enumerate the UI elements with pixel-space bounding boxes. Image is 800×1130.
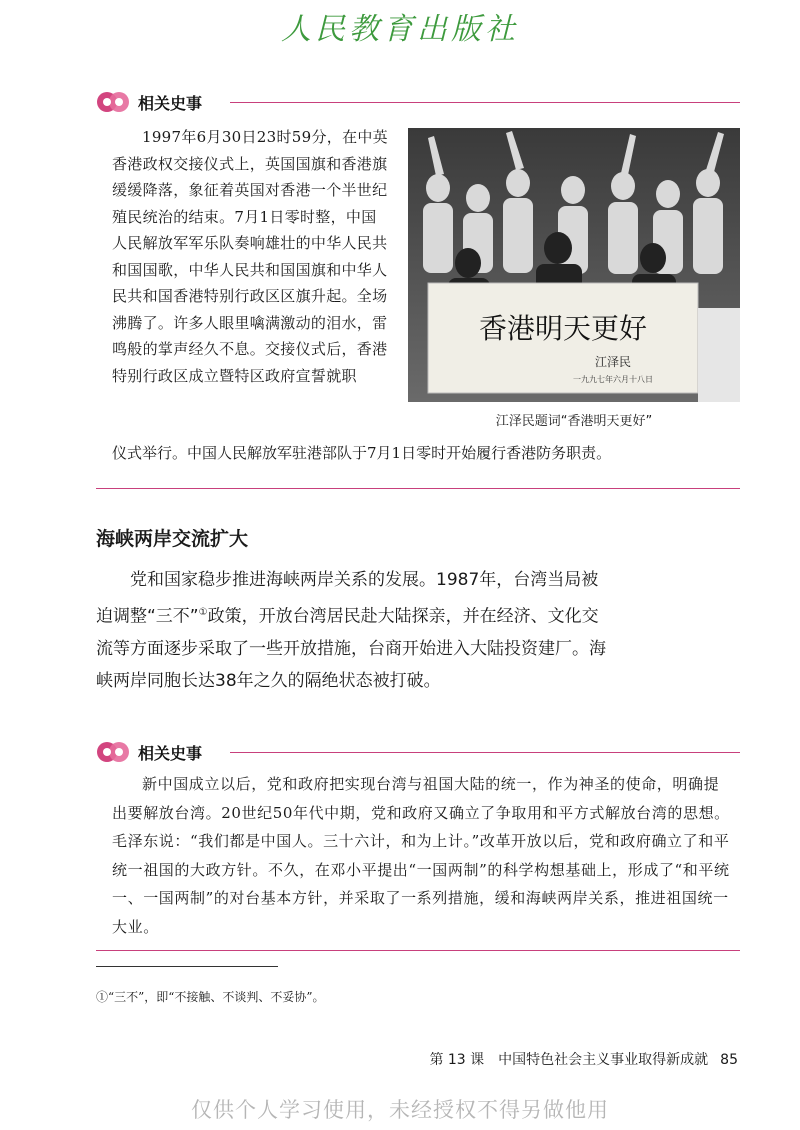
related-history-header-2	[96, 738, 740, 766]
header-rule	[230, 102, 740, 103]
watermark: 仅供个人学习使用，未经授权不得另做他用	[191, 1098, 609, 1122]
lesson-title: 第 13 课 中国特色社会主义事业取得新成就	[429, 1052, 709, 1068]
related-history-title: 相关史事	[138, 94, 203, 113]
box2-bottom-rule	[96, 950, 740, 951]
section-title: 海峡两岸交流扩大	[96, 528, 249, 550]
footnote-marker[interactable]: ①	[198, 606, 208, 618]
section-paragraph: 党和国家稳步推进海峡两岸关系的发展。1987年，台湾当局被迫调整“三不”①政策，开放台湾居民赴大陆探亲，并在经济、文化交流等方面逐步采取了一些开放措施，台商开始进入大陆投资建厂。海峡两岸同胞长达38年之久的隔绝状态被打破。	[96, 570, 606, 692]
page-footer	[429, 1049, 738, 1069]
page-number: 85	[720, 1052, 738, 1068]
photo-caption: 江泽民题词“香港明天更好”	[495, 414, 653, 429]
publisher-logo-text: 人民教育出版社	[281, 12, 519, 47]
related-history-icon	[96, 88, 130, 116]
photo-illustration	[408, 128, 740, 402]
header-rule	[230, 752, 740, 753]
photo-handover-ceremony	[408, 128, 740, 402]
banner-signature: 江泽民	[594, 355, 632, 369]
related-history-header	[96, 88, 740, 116]
related-history-icon	[96, 738, 130, 766]
related-history-title: 相关史事	[138, 744, 203, 763]
box1-paragraph: 1997年6月30日23时59分，在中英香港政权交接仪式上，英国国旗和香港旗缓缓降落，象征着英国对香港一个半世纪殖民统治的结束。7月1日零时整，中国人民解放军军乐队奏响雄壮的中华人民共和国国歌，中华人民共和国国旗和中华人民共和国香港特别行政区区旗升起。全场沸腾了。许多人眼里噙满激动的泪水，雷鸣般的掌声经久不息。交接仪式后，香港特别行政区成立暨特区政府宣誓就职	[112, 128, 388, 385]
footnote-rule	[96, 966, 278, 967]
footnote: ①“三不”，即“不接触、不谈判、不妥协”。	[96, 990, 325, 1004]
box1-bottom-rule	[96, 488, 740, 489]
banner-date: 一九九七年六月十八日	[573, 375, 653, 384]
box1-paragraph-tail: 仪式举行。中国人民解放军驻港部队于7月1日零时开始履行香港防务职责。	[112, 444, 612, 462]
banner-calligraphy: 香港明天更好	[478, 312, 648, 345]
box2-paragraph: 新中国成立以后，党和政府把实现台湾与祖国大陆的统一，作为神圣的使命，明确提出要解放台湾。20世纪50年代中期，党和政府又确立了争取用和平方式解放台湾的思想。毛泽东说：“我们都是中国人。三十六计，和为上计。”改革开放以后，党和政府确立了和平统一祖国的大政方针。不久，在邓小平提出“一国两制”的科学构想基础上，形成了“和平统一、一国两制”的对台基本方针，并采取了一系列措施，缓和海峡两岸关系，推进祖国统一大业。	[112, 775, 730, 936]
